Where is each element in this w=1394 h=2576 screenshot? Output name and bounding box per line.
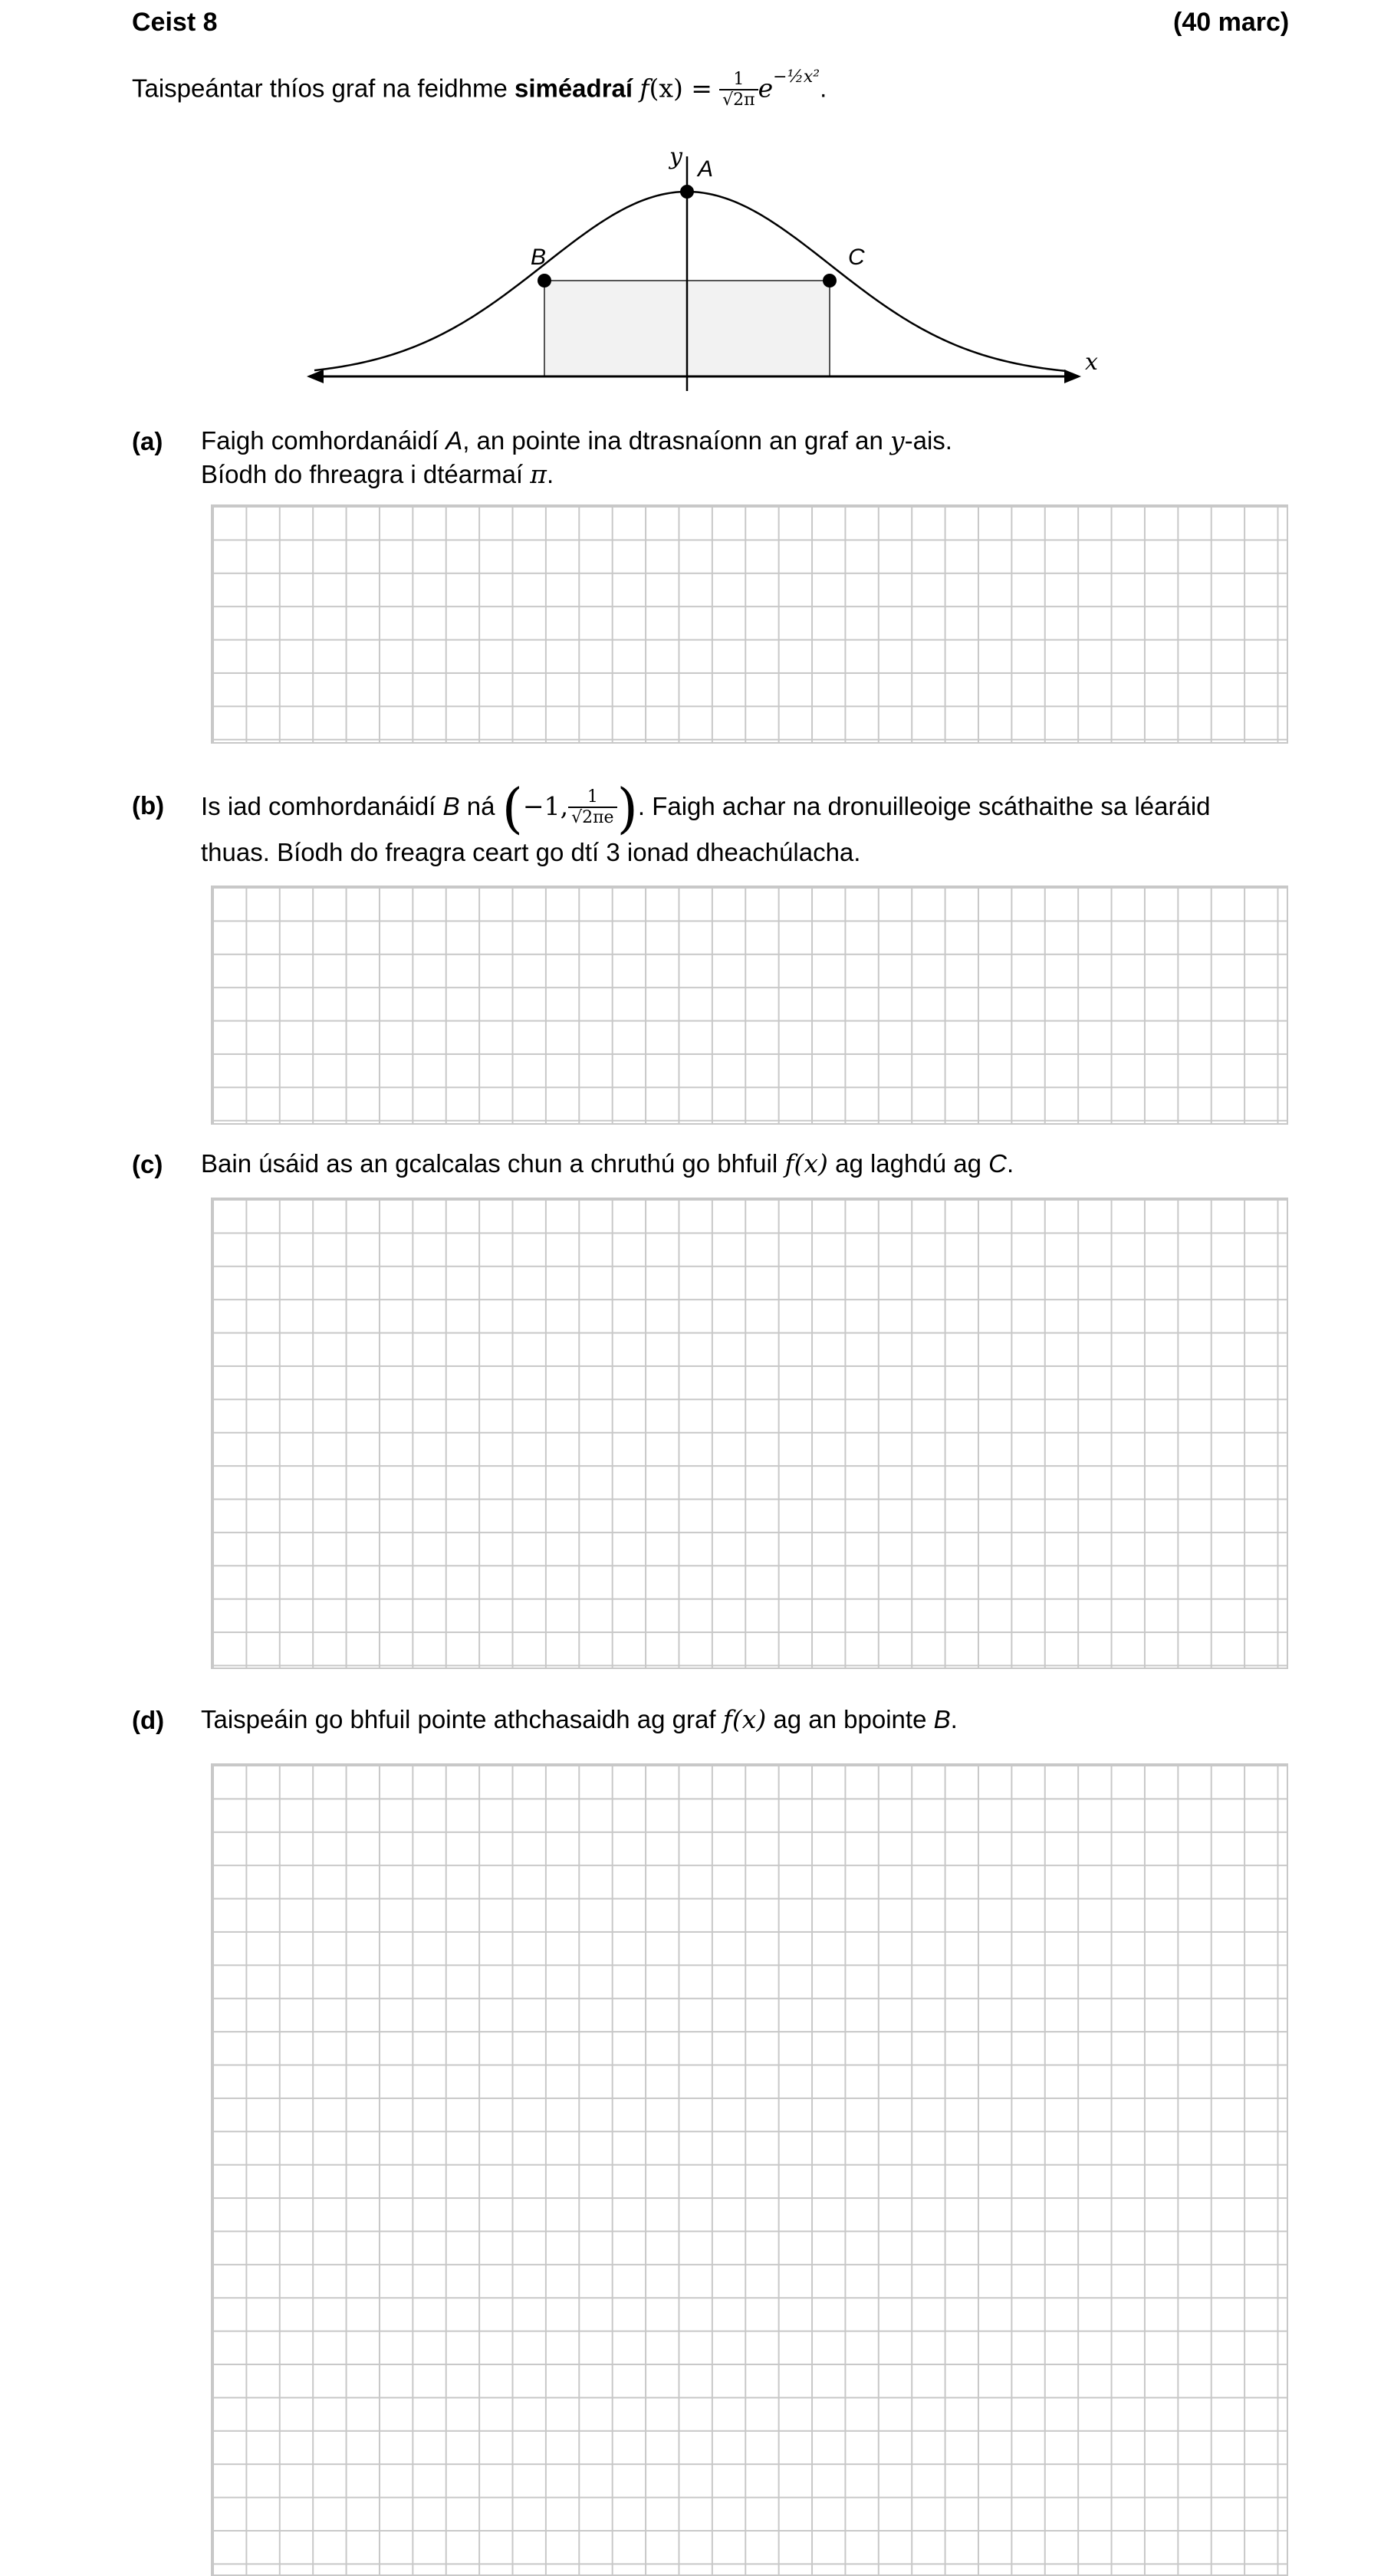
part-b-line1 [201,777,1211,840]
part-a-pi: π [530,459,547,489]
intro-frac-num: 1 [733,70,745,89]
part-a-line1 [201,424,952,458]
part-b-frac-den: √2πe [568,807,617,828]
part-c-point: C [988,1149,1007,1178]
part-d-fx: f(x) [722,1704,767,1734]
part-d-point: B [933,1705,951,1733]
point-c [823,274,837,288]
label-a: A [698,156,714,182]
part-b-coord-x: −1, [522,791,569,821]
intro-e: e [758,73,774,104]
intro-fx-paren: (x) = [649,73,712,104]
part-a-text-1: Faigh comhordanáidí [201,426,439,455]
part-c-line [201,1147,1014,1181]
part-c-label: (c) [132,1150,163,1178]
x-axis-arrow-left [307,370,324,383]
paren-open: ( [501,777,523,840]
part-b-fraction [568,788,617,828]
part-c-fx: f(x) [784,1148,828,1178]
part-d-line [201,1703,958,1737]
part-a-text-4: Bíodh do fhreagra i dtéarmaí [201,460,524,488]
part-a-point: A [445,426,463,455]
part-c-text-2: ag laghdú ag [835,1149,981,1178]
part-b-na: ná [466,792,495,820]
intro-exponent: −½x² [773,67,820,87]
intro-prefix: Taispeántar thíos graf na feidhme [132,74,508,103]
intro-fraction [719,71,758,110]
intro-frac-den: √2π [719,89,758,110]
part-a-text-5: . [546,460,554,488]
intro-bold: siméadraí [514,74,633,103]
answer-grid-c[interactable] [211,1198,1288,1669]
paren-close: ) [616,777,638,840]
part-b-point: B [442,792,460,820]
part-a-y: y [889,426,905,455]
part-d-text-3: . [950,1705,958,1733]
part-b-frac-num: 1 [587,787,598,807]
point-b [538,274,551,288]
question-title: Ceist 8 [132,8,218,37]
answer-grid-a[interactable] [211,504,1288,744]
answer-grid-b[interactable] [211,886,1288,1125]
answer-grid-d[interactable] [211,1763,1288,2576]
intro-fx: f [639,73,649,104]
part-a-line2 [201,458,554,491]
part-c-text-3: . [1006,1149,1014,1178]
part-d-text-1: Taispeáin go bhfuil pointe athchasaidh ag graf [201,1705,716,1733]
part-b-text-2: . Faigh achar na dronuilleoige scáthaithe sa léaráid [637,792,1211,820]
label-b: B [531,245,547,270]
label-x: x [1085,349,1098,376]
question-marks: (40 marc) [1173,8,1290,37]
label-c: C [848,245,865,270]
part-a-text-3: -ais. [904,426,952,455]
intro-line [132,67,827,110]
part-d-label: (d) [132,1706,165,1734]
part-c-text-1: Bain úsáid as an gcalcalas chun a chruthú go bhfuil [201,1149,778,1178]
part-b-label: (b) [132,791,165,820]
part-a-text-2: , an pointe ina dtrasnaíonn an graf an [462,426,883,455]
part-a-label: (a) [132,427,163,455]
intro-suffix: . [820,74,827,103]
part-d-text-2: ag an bpointe [773,1705,927,1733]
part-b-line2: thuas. Bíodh do freagra ceart go dtí 3 ionad dheachúlacha. [201,838,861,866]
label-y: y [669,143,682,170]
point-a [680,185,694,199]
x-axis-arrow-right [1064,370,1081,383]
part-b-text-1: Is iad comhordanáidí [201,792,436,820]
normal-curve-graph [291,138,1104,399]
